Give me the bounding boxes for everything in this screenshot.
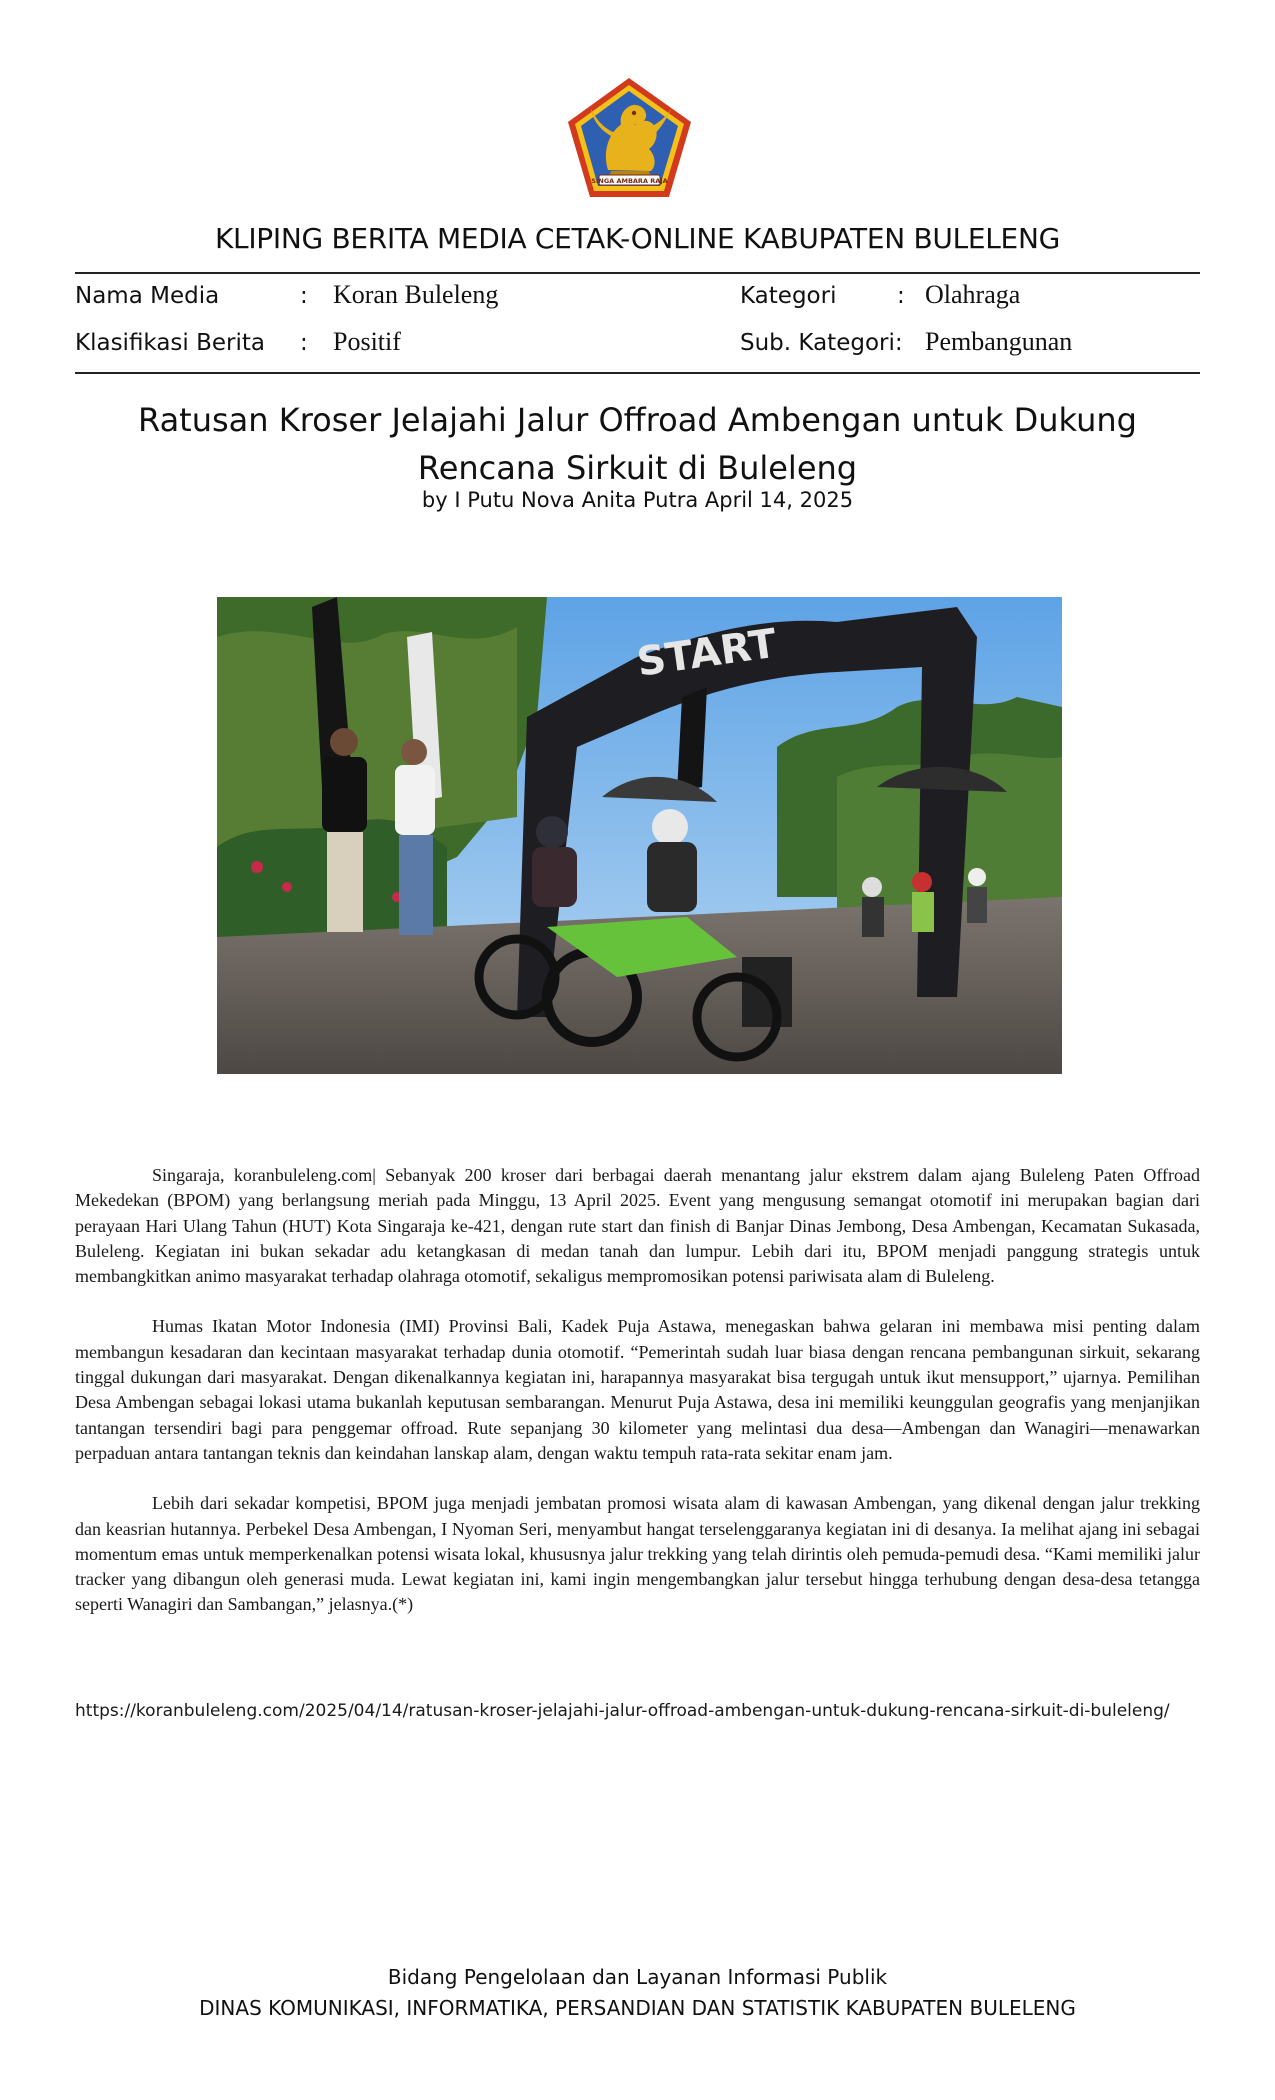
footer-division: Bidang Pengelolaan dan Layanan Informasi Publik [387, 1965, 888, 1989]
source-url: https://koranbuleleng.com/2025/04/14/ratusan-kroser-jelajahi-jalur-offroad-ambengan-untuk-dukung-rencana-sirkuit-di-buleleng/ [75, 1701, 1170, 1721]
article-photo [217, 597, 1062, 1074]
subcategory-separator: : [894, 330, 903, 356]
classification-label-wrap [75, 328, 265, 358]
subcategory-label-wrap [740, 328, 903, 358]
classification-separator: : [300, 330, 308, 356]
category-label-wrap [740, 281, 836, 311]
subcategory-label: Sub. Kategori [740, 330, 895, 356]
regency-emblem-icon [563, 75, 696, 200]
article-paragraph-2: Humas Ikatan Motor Indonesia (IMI) Provinsi Bali, Kadek Puja Astawa, menegaskan bahwa gelaran ini membawa misi penting dalam membangun kesadaran dan kecintaan masyarakat terhadap dunia otomotif. “Pemerintah sudah luar biasa dengan rencana pembangunan sirkuit, sekarang tinggal dukungan dari masyarakat. Dengan dikenalkannya kegiatan ini, harapannya masyarakat bisa tergugah untuk ikut mensupport,” ujarnya. Pemilihan Desa Ambengan sebagai lokasi utama bukanlah keputusan sembarangan. Menurut Puja Astawa, desa ini memiliki keunggulan geografis yang menjanjikan tantangan tersendiri bagi para penggemar offroad. Rute sepanjang 30 kilometer yang melintasi dua desa—Ambengan dan Wanagiri—menawarkan perpaduan antara tantangan teknis dan keindahan lanskap alam, dengan waktu tempuh rata-rata sekitar enam jam. [75, 1316, 1200, 1463]
category-value: Olahraga [925, 280, 1021, 309]
media-name-label: Nama Media [75, 283, 220, 309]
article-paragraph-1: Singaraja, koranbuleleng.com| Sebanyak 200 kroser dari berbagai daerah menantang jalur ekstrem dalam ajang Buleleng Paten Offroad Mekedekan (BPOM) yang berlangsung meriah pada Minggu, 13 April 2025. Event yang mengusung semangat otomotif ini merupakan bagian dari perayaan Hari Ulang Tahun (HUT) Kota Singaraja ke-421, dengan rute start dan finish di Banjar Dinas Jembong, Desa Ambengan, Kecamatan Sukasada, Buleleng. Kegiatan ini bukan sekadar adu ketangkasan di medan tanah dan lumpur. Lebih dari itu, BPOM menjadi panggung strategis untuk membangkitkan animo masyarakat terhadap olahraga otomotif, sekaligus mempromosikan potensi pariwisata alam di Buleleng. [75, 1165, 1200, 1287]
top-divider [75, 272, 1200, 274]
svg-text:SINGA AMBARA RAJA: SINGA AMBARA RAJA [591, 177, 668, 185]
article-paragraph-3: Lebih dari sekadar kompetisi, BPOM juga menjadi jembatan promosi wisata alam di kawasan Ambengan, yang dikenal dengan jalur trekking dan keasrian hutannya. Perbekel Desa Ambengan, I Nyoman Seri, menyambut hangat terselenggaranya kegiatan ini di desanya. Ia melihat ajang ini sebagai momentum emas untuk memperkenalkan potensi wisata lokal, khususnya jalur trekking yang telah dirintis oleh pemuda-pemudi desa. “Kami memiliki jalur tracker yang dibangun oleh generasi muda. Lewat kegiatan ini, kami ingin mengembangkan jalur tersebut hingga terhubung dengan desa-desa tetangga seperti Wanagiri dan Sambangan,” jelasnya.(*) [75, 1493, 1200, 1615]
article-body [75, 1163, 1200, 1643]
classification-value: Positif [333, 327, 401, 356]
classification-label: Klasifikasi Berita [75, 330, 266, 356]
clipping-title: KLIPING BERITA MEDIA CETAK-ONLINE KABUPATEN BULELENG [214, 222, 1060, 255]
article-headline: Ratusan Kroser Jelajahi Jalur Offroad Ambengan untuk Dukung Rencana Sirkuit di Buleleng [138, 401, 1137, 487]
media-name-separator: : [300, 283, 308, 309]
start-banner-text: START [634, 620, 780, 686]
category-label: Kategori [740, 283, 837, 309]
subcategory-value: Pembangunan [925, 327, 1073, 356]
bottom-divider [75, 372, 1200, 374]
media-name-label-wrap [75, 281, 219, 311]
footer-agency: DINAS KOMUNIKASI, INFORMATIKA, PERSANDIAN DAN STATISTIK KABUPATEN BULELENG [199, 1996, 1076, 2020]
article-byline: by I Putu Nova Anita Putra April 14, 2025 [421, 488, 854, 512]
category-separator: : [897, 283, 905, 309]
media-name-value: Koran Buleleng [333, 280, 499, 309]
